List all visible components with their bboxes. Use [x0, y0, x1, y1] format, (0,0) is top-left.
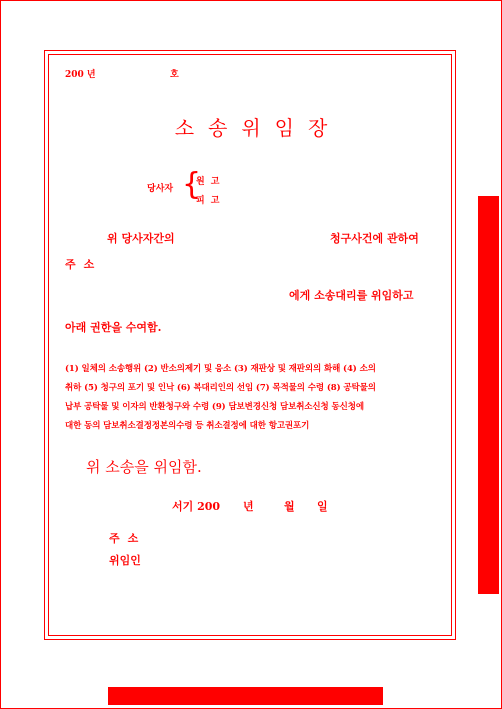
- powers-line: 납부 공탁물 및 이자의 반환청구와 수령 (9) 담보변경신청 담보취소신청 동신청에: [65, 402, 364, 412]
- date-day: 일: [317, 500, 328, 513]
- delegate-text: 에게 소송대리를 위임하고: [289, 289, 414, 302]
- document-number-suffix: 호: [170, 70, 179, 80]
- powers-line: (1) 일체의 소송행위 (2) 반소의제기 및 응소 (3) 재판상 및 재판외의 화해 (4) 소의: [65, 364, 376, 374]
- attorney-address-label: 주소: [65, 258, 103, 271]
- plaintiff-label: 원고: [196, 177, 226, 187]
- case-intro-text: 위 당사자간의: [107, 232, 175, 245]
- page-title: 소송위임장: [174, 116, 342, 140]
- date-month: 월: [284, 500, 295, 513]
- powers-line: 취하 (5) 청구의 포기 및 인낙 (6) 복대리인의 선임 (7) 목적물의 수령 (8) 공탁물의: [65, 383, 376, 393]
- scrollbar-bottom[interactable]: [108, 687, 383, 705]
- document-frame-inner: [48, 54, 452, 636]
- document-number: [65, 67, 179, 80]
- principal-label: 위임인: [109, 554, 141, 567]
- grant-text: 아래 권한을 수여함.: [65, 321, 162, 334]
- party-label: 당사자: [147, 184, 174, 194]
- powers-line: 대한 동의 담보취소결정정본의수령 등 취소결정에 대한 항고권포기: [65, 421, 310, 431]
- brace-symbol: {: [182, 167, 202, 202]
- case-claim-text: 청구사건에 관하여: [330, 232, 419, 245]
- closing-statement: 위 소송을 위임함.: [86, 458, 202, 476]
- date-year: 년: [243, 500, 254, 513]
- scrollbar-right[interactable]: [478, 196, 499, 594]
- document-number-prefix: 200 년: [65, 70, 96, 80]
- defendant-label: 피고: [196, 196, 226, 206]
- principal-address-label: 주소: [109, 532, 147, 545]
- date-era: 서기 200: [172, 500, 221, 513]
